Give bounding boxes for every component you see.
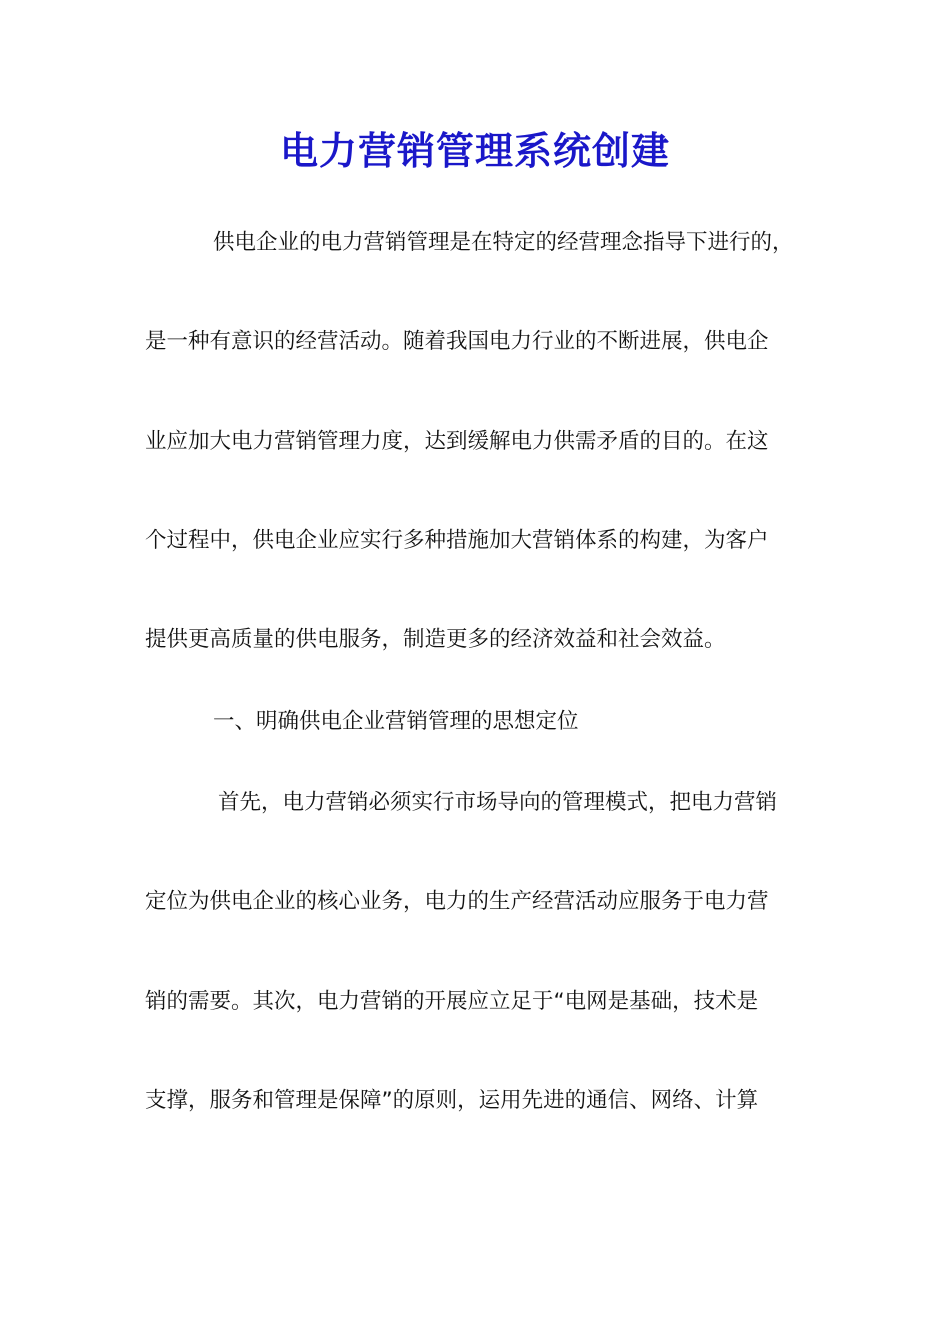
paragraph-line: 首先，电力营销必须实行市场导向的管理模式，把电力营销 [218,790,778,815]
paragraph-line: 个过程中，供电企业应实行多种措施加大营销体系的构建，为客户 [145,528,769,553]
document-title: 电力营销管理系统创建 [279,128,670,173]
paragraph-line: 供电企业的电力营销管理是在特定的经营理念指导下进行的， [213,230,794,255]
paragraph-line: 是一种有意识的经营活动。随着我国电力行业的不断进展，供电企 [145,329,769,354]
paragraph-line: 支撑，服务和管理是保障”的原则，运用先进的通信、网络、计算 [145,1088,759,1113]
paragraph-line: 销的需要。其次，电力营销的开展应立足于“电网是基础，技术是 [145,989,759,1014]
paragraph-line: 定位为供电企业的核心业务，电力的生产经营活动应服务于电力营 [145,889,769,914]
section-heading: 一、明确供电企业营销管理的思想定位 [213,709,579,734]
paragraph-line: 业应加大电力营销管理力度，达到缓解电力供需矛盾的目的。在这 [145,429,769,454]
paragraph-line: 提供更高质量的供电服务，制造更多的经济效益和社会效益。 [145,627,726,652]
